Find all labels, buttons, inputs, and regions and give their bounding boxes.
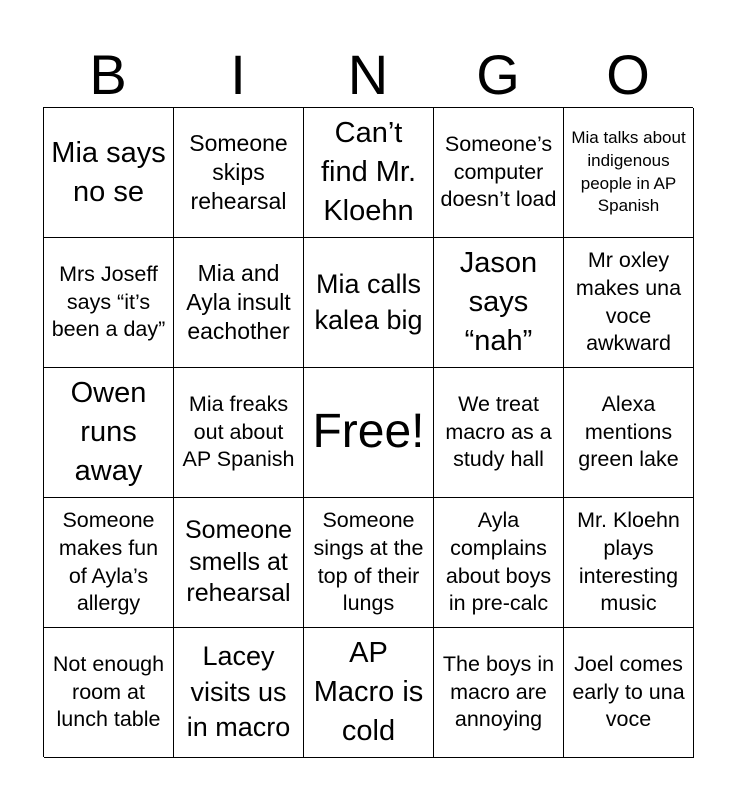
cell-text: We treat macro as a study hall <box>445 391 552 472</box>
cell-text: Someone skips rehearsal <box>189 129 288 215</box>
bingo-cell[interactable] <box>434 108 564 238</box>
header-letter-o: O <box>606 43 650 106</box>
cell-text: Mia and Ayla insult eachother <box>186 259 291 345</box>
cell-text: The boys in macro are annoying <box>442 651 555 732</box>
cell-text: Someone sings at the top of their lungs <box>313 507 424 616</box>
cell-text: Mr oxley makes una voce awkward <box>575 247 682 356</box>
bingo-board <box>43 107 693 757</box>
cell-text: Not enough room at lunch table <box>52 651 165 732</box>
bingo-cell[interactable] <box>174 108 304 238</box>
cell-text: Owen runs away <box>70 377 147 487</box>
cell-text: Someone smells at rehearsal <box>184 516 293 608</box>
cell-text: Ayla complains about boys in pre-calc <box>445 507 552 616</box>
cell-text: Someone makes fun of Ayla’s allergy <box>58 507 159 616</box>
cell-text: AP Macro is cold <box>313 637 424 747</box>
header-letter-b: B <box>89 43 127 106</box>
cell-text: Joel comes early to una voce <box>572 651 685 732</box>
bingo-cell[interactable] <box>304 108 434 238</box>
bingo-cell[interactable] <box>564 368 694 498</box>
bingo-cell[interactable] <box>304 498 434 628</box>
header-letter-i: I <box>230 43 246 106</box>
cell-text: Mr. Kloehn plays interesting music <box>577 507 680 616</box>
bingo-cell[interactable] <box>44 628 174 758</box>
bingo-cell[interactable] <box>434 238 564 368</box>
bingo-cell[interactable] <box>564 238 694 368</box>
bingo-cell[interactable] <box>564 628 694 758</box>
bingo-cell[interactable] <box>304 628 434 758</box>
bingo-cell[interactable] <box>44 238 174 368</box>
bingo-cell[interactable] <box>174 628 304 758</box>
bingo-header <box>43 42 693 108</box>
bingo-cell[interactable] <box>564 498 694 628</box>
bingo-cell[interactable] <box>434 628 564 758</box>
cell-text: Mrs Joseff says “it’s been a day” <box>51 261 166 342</box>
cell-text: Someone’s computer doesn’t load <box>440 131 557 212</box>
bingo-cell[interactable] <box>564 108 694 238</box>
cell-text: Mia says no se <box>51 136 166 208</box>
bingo-cell[interactable] <box>174 368 304 498</box>
header-letter-g: G <box>476 43 520 106</box>
bingo-cell[interactable] <box>174 498 304 628</box>
cell-text: Jason says “nah” <box>459 247 538 357</box>
bingo-cell[interactable] <box>434 498 564 628</box>
bingo-cell[interactable] <box>174 238 304 368</box>
bingo-cell[interactable] <box>44 498 174 628</box>
cell-text: Can’t find Mr. Kloehn <box>320 117 417 227</box>
cell-text: Alexa mentions green lake <box>578 391 679 472</box>
bingo-cell[interactable] <box>44 108 174 238</box>
free-space-cell[interactable] <box>304 368 434 498</box>
cell-text: Lacey visits us in macro <box>186 641 291 743</box>
bingo-cell[interactable] <box>434 368 564 498</box>
cell-text: Mia freaks out about AP Spanish <box>182 391 295 472</box>
free-space-text: Free! <box>312 405 425 459</box>
cell-text: Mia talks about indigenous people in AP Spanish <box>571 128 686 216</box>
bingo-cell[interactable] <box>44 368 174 498</box>
bingo-cell[interactable] <box>304 238 434 368</box>
cell-text: Mia calls kalea big <box>314 268 423 335</box>
header-letter-n: N <box>347 43 389 106</box>
